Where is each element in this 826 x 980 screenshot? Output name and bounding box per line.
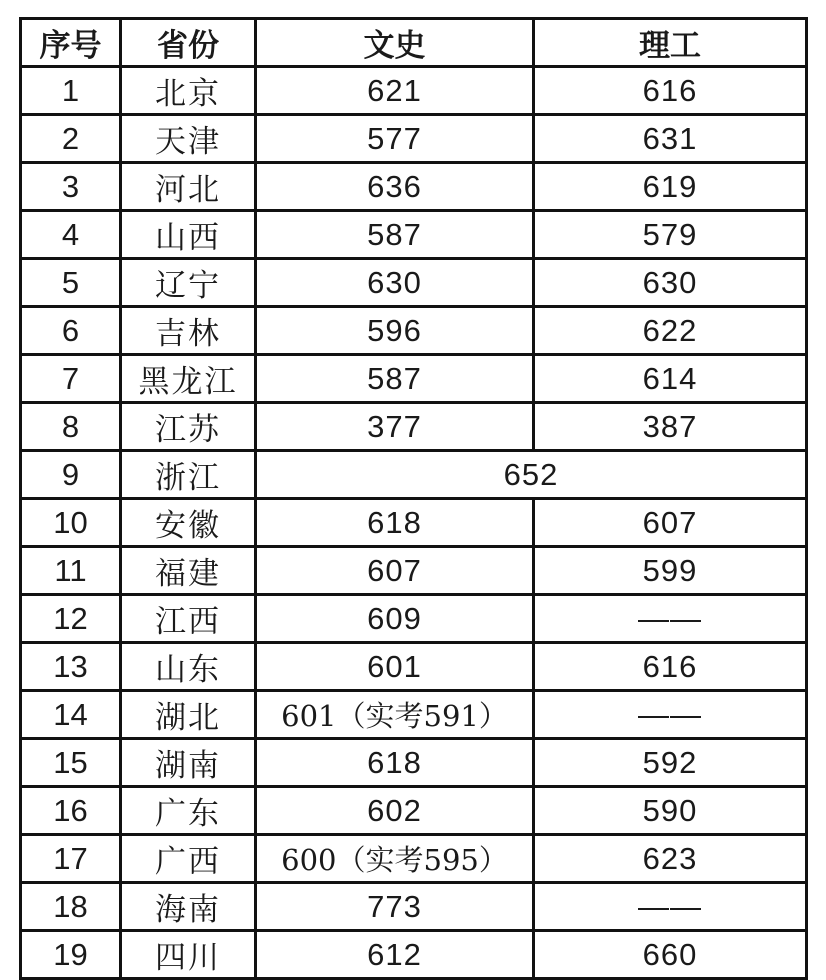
row-science-score-cell: 623 xyxy=(534,835,807,883)
table-row xyxy=(21,595,807,643)
row-arts-score-cell: 587 xyxy=(256,211,534,259)
table-row xyxy=(21,739,807,787)
row-science-score-cell: 616 xyxy=(534,67,807,115)
row-science-score-cell: 387 xyxy=(534,403,807,451)
row-province-cell: 湖北 xyxy=(121,691,256,739)
row-science-score-cell: 630 xyxy=(534,259,807,307)
table-row xyxy=(21,883,807,931)
row-science-score-cell: 592 xyxy=(534,739,807,787)
row-index-cell: 6 xyxy=(21,307,121,355)
row-index-cell: 7 xyxy=(21,355,121,403)
row-index-cell: 11 xyxy=(21,547,121,595)
row-index-cell: 14 xyxy=(21,691,121,739)
table-row xyxy=(21,931,807,979)
row-index-cell: 18 xyxy=(21,883,121,931)
table-row xyxy=(21,259,807,307)
row-arts-score-cell: 600（实考595） xyxy=(256,835,534,883)
table-row xyxy=(21,163,807,211)
row-science-score-cell: 590 xyxy=(534,787,807,835)
row-arts-score-cell: 618 xyxy=(256,499,534,547)
row-province-cell: 江苏 xyxy=(121,403,256,451)
row-arts-score-cell: 607 xyxy=(256,547,534,595)
header-province: 省份 xyxy=(121,19,256,67)
row-index-cell: 19 xyxy=(21,931,121,979)
table-row xyxy=(21,643,807,691)
header-index: 序号 xyxy=(21,19,121,67)
row-index-cell: 15 xyxy=(21,739,121,787)
row-province-cell: 四川 xyxy=(121,931,256,979)
row-science-score-cell: 631 xyxy=(534,115,807,163)
row-province-cell: 湖南 xyxy=(121,739,256,787)
score-table-container xyxy=(19,17,808,980)
row-index-cell: 1 xyxy=(21,67,121,115)
row-index-cell: 8 xyxy=(21,403,121,451)
row-index-cell: 5 xyxy=(21,259,121,307)
row-province-cell: 江西 xyxy=(121,595,256,643)
row-province-cell: 北京 xyxy=(121,67,256,115)
row-province-cell: 广东 xyxy=(121,787,256,835)
table-row xyxy=(21,835,807,883)
row-index-cell: 10 xyxy=(21,499,121,547)
row-index-cell: 17 xyxy=(21,835,121,883)
row-province-cell: 河北 xyxy=(121,163,256,211)
row-province-cell: 吉林 xyxy=(121,307,256,355)
row-province-cell: 山东 xyxy=(121,643,256,691)
row-arts-score-cell: 636 xyxy=(256,163,534,211)
row-science-score-cell: 660 xyxy=(534,931,807,979)
row-arts-score-cell: 609 xyxy=(256,595,534,643)
row-arts-score-cell: 602 xyxy=(256,787,534,835)
table-row xyxy=(21,355,807,403)
row-province-cell: 广西 xyxy=(121,835,256,883)
row-science-score-cell: 616 xyxy=(534,643,807,691)
row-index-cell: 12 xyxy=(21,595,121,643)
row-arts-score-cell: 601 xyxy=(256,643,534,691)
row-science-score-cell: 599 xyxy=(534,547,807,595)
row-province-cell: 福建 xyxy=(121,547,256,595)
row-index-cell: 4 xyxy=(21,211,121,259)
row-arts-score-cell: 587 xyxy=(256,355,534,403)
row-science-score-cell: —— xyxy=(534,883,807,931)
row-arts-score-cell: 596 xyxy=(256,307,534,355)
row-arts-score-cell: 612 xyxy=(256,931,534,979)
score-table xyxy=(19,17,808,980)
row-index-cell: 9 xyxy=(21,451,121,499)
row-arts-score-cell: 618 xyxy=(256,739,534,787)
row-arts-score-cell: 773 xyxy=(256,883,534,931)
row-science-score-cell: 579 xyxy=(534,211,807,259)
row-arts-score-cell: 630 xyxy=(256,259,534,307)
row-province-cell: 海南 xyxy=(121,883,256,931)
table-row xyxy=(21,787,807,835)
header-science: 理工 xyxy=(534,19,807,67)
row-science-score-cell: 619 xyxy=(534,163,807,211)
table-row xyxy=(21,451,807,499)
row-science-score-cell: 614 xyxy=(534,355,807,403)
row-index-cell: 2 xyxy=(21,115,121,163)
row-arts-score-cell: 621 xyxy=(256,67,534,115)
table-row xyxy=(21,691,807,739)
row-index-cell: 13 xyxy=(21,643,121,691)
row-arts-score-cell: 577 xyxy=(256,115,534,163)
row-arts-score-cell: 377 xyxy=(256,403,534,451)
row-index-cell: 16 xyxy=(21,787,121,835)
row-science-score-cell: 622 xyxy=(534,307,807,355)
table-row xyxy=(21,403,807,451)
row-province-cell: 浙江 xyxy=(121,451,256,499)
table-row xyxy=(21,115,807,163)
table-row xyxy=(21,211,807,259)
row-arts-score-cell: 601（实考591） xyxy=(256,691,534,739)
row-province-cell: 黑龙江 xyxy=(121,355,256,403)
row-province-cell: 安徽 xyxy=(121,499,256,547)
table-row xyxy=(21,547,807,595)
row-merged-score-cell: 652 xyxy=(256,451,807,499)
row-province-cell: 山西 xyxy=(121,211,256,259)
row-science-score-cell: —— xyxy=(534,691,807,739)
table-body xyxy=(21,67,807,979)
header-arts: 文史 xyxy=(256,19,534,67)
table-row xyxy=(21,307,807,355)
table-row xyxy=(21,499,807,547)
row-index-cell: 3 xyxy=(21,163,121,211)
row-science-score-cell: —— xyxy=(534,595,807,643)
row-science-score-cell: 607 xyxy=(534,499,807,547)
table-row xyxy=(21,67,807,115)
row-province-cell: 天津 xyxy=(121,115,256,163)
header-row xyxy=(21,19,807,67)
row-province-cell: 辽宁 xyxy=(121,259,256,307)
